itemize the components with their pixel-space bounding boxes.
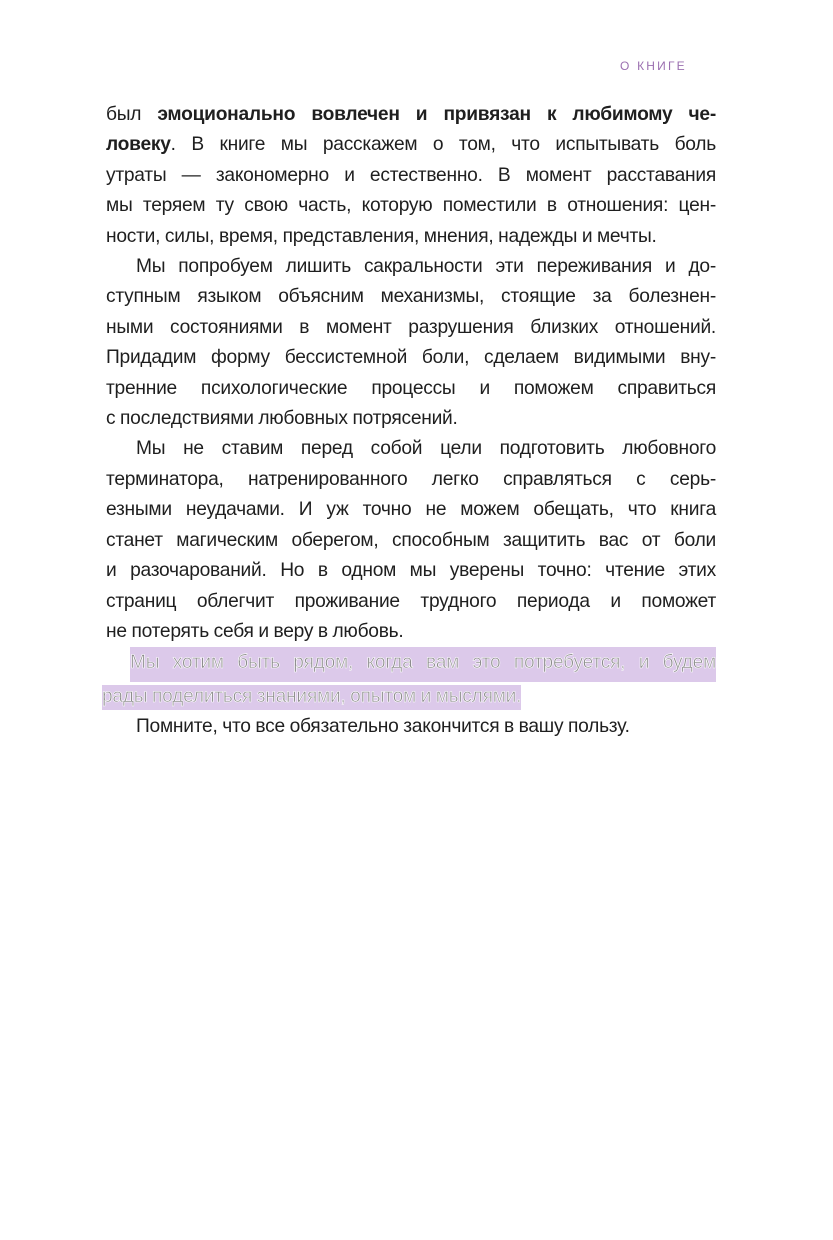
text-line: не потерять себя и веру в любовь. <box>106 620 404 642</box>
text-line: Помните, что все обязательно закончится в вашу пользу. <box>136 716 630 738</box>
text-line: Придадим форму бессистемной боли, сделаем видимыми вну- <box>106 347 716 369</box>
text-line: мы теряем ту свою часть, которую поместили в отношения: цен- <box>106 195 716 217</box>
running-header: О КНИГЕ <box>620 59 687 73</box>
paragraph-2 <box>106 252 716 434</box>
text-line: езными неудачами. И уж точно не можем обещать, что книга <box>106 499 716 521</box>
highlighted-line[interactable] <box>106 647 716 681</box>
paragraph-4-highlighted[interactable] <box>102 647 716 712</box>
text-line: ступным языком объясним механизмы, стоящие за болезнен- <box>106 286 716 308</box>
text-highlight[interactable]: Мы хотим быть рядом, когда вам это потребуется, и будем <box>130 647 716 681</box>
bold-phrase: ловеку <box>106 134 171 156</box>
text-line: ными состояниями в момент разрушения близких отношений. <box>106 316 716 338</box>
text-line: ловеку. В книге мы расскажем о том, что испытывать боль <box>106 134 716 156</box>
paragraph-1 <box>106 100 716 252</box>
text-line: и разочарований. Но в одном мы уверены точно: чтение этих <box>106 560 716 582</box>
paragraph-5 <box>106 712 716 742</box>
paragraph-3 <box>106 434 716 647</box>
text-line: страниц облегчит проживание трудного периода и поможет <box>106 590 716 612</box>
text-line: ности, силы, время, представления, мнения, надежды и мечты. <box>106 225 657 247</box>
text-line: тренние психологические процессы и поможем справиться <box>106 377 716 399</box>
text-line: с последствиями любовных потрясений. <box>106 408 458 430</box>
text-highlight[interactable]: рады поделиться знаниями, опытом и мыслями. <box>102 685 521 710</box>
text-line: терминатора, натренированного легко справляться с серь- <box>106 468 716 490</box>
bold-phrase: эмоционально вовлечен и привязан к любимому че- <box>157 104 716 125</box>
body-text <box>102 100 716 743</box>
highlighted-line[interactable] <box>102 682 716 712</box>
text-line: станет магическим оберегом, способным защитить вас от боли <box>106 529 716 551</box>
text-line: Мы попробуем лишить сакральности эти переживания и до- <box>136 256 716 278</box>
text-line: утраты — закономерно и естественно. В момент расставания <box>106 164 716 186</box>
text-line: Мы не ставим перед собой цели подготовить любовного <box>136 438 716 460</box>
text-line: был эмоционально вовлечен и привязан к любимому че- <box>106 104 716 125</box>
